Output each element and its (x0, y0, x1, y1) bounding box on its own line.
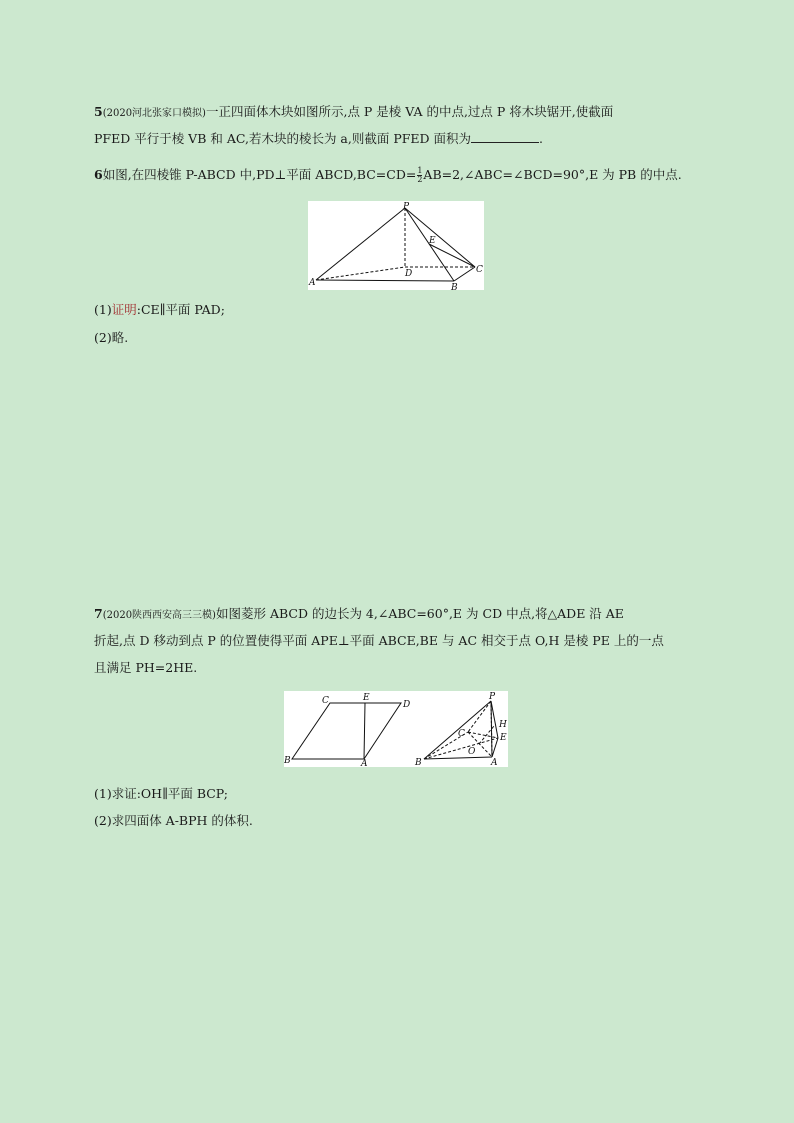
q6-line1: 6如图,在四棱锥 P-ABCD 中,PD⊥平面 ABCD,BC=CD= $\frac{1}{2}$ AB=2,∠ABC=∠BCD=90°,E 为 PB 的中点. (94, 166, 682, 184)
label-B: B (451, 283, 458, 290)
label-O: O (468, 747, 476, 757)
label-A: A (309, 278, 316, 288)
proof-keyword: 证明 (111, 302, 137, 317)
q7-part1: (1)求证:OH∥平面 BCP; (94, 786, 228, 801)
label-E: E (429, 236, 436, 246)
label-D: D (405, 269, 413, 279)
label-A2: A (491, 758, 498, 767)
q5-text2: PFED 平行于棱 VB 和 AC,若木块的棱长为 a,则截面 PFED 面积为 (94, 131, 472, 146)
q7-part2: (2)求四面体 A-BPH 的体积. (94, 813, 253, 828)
label-E2: E (500, 733, 507, 743)
q7-number: 7 (94, 606, 103, 621)
label-C: C (322, 696, 329, 706)
label-D: D (403, 700, 411, 710)
q6-figure (308, 201, 484, 290)
label-A: A (361, 759, 368, 767)
label-P: P (403, 202, 410, 212)
pyramid-diagram (308, 201, 484, 290)
label-H: H (499, 720, 507, 730)
q7-line2: 折起,点 D 移动到点 P 的位置使得平面 APE⊥平面 ABCE,BE 与 AC 相交于点 O,H 是棱 PE 上的一点 (94, 633, 664, 648)
q6-number: 6 (94, 167, 103, 182)
label-B: B (284, 756, 291, 766)
q5-line1 (94, 103, 714, 123)
q6-part1: (1)证明:CE∥平面 PAD; (94, 302, 225, 317)
q5-number: 5 (94, 104, 103, 119)
q7-source: (2020陕西西安高三三模) (102, 610, 216, 621)
label-C2: C (458, 729, 465, 739)
q7-line3: 且满足 PH=2HE. (94, 660, 198, 675)
q7-figure (284, 691, 508, 767)
q5-text1: 一正四面体木块如图所示,点 P 是棱 VA 的中点,过点 P 将木块锯开,使截面 (205, 104, 614, 119)
label-B2: B (415, 758, 422, 767)
q5-source: (2020河北张家口模拟) (102, 108, 206, 119)
q6-part2: (2)略. (94, 330, 129, 345)
label-C: C (476, 265, 483, 275)
label-E: E (363, 693, 370, 703)
q5-line2: PFED 平行于棱 VB 和 AC,若木块的棱长为 a,则截面 PFED 面积为 . (94, 131, 544, 146)
label-P: P (489, 692, 496, 702)
answer-blank (471, 130, 539, 143)
q7-line1: 7(2020陕西西安高三三模)如图菱形 ABCD 的边长为 4,∠ABC=60°,E 为 CD 中点,将△ADE 沿 AE (94, 606, 624, 621)
rhombus-and-fold-diagram (284, 691, 508, 767)
fraction-half: $\frac{1}{2}$ (417, 166, 423, 184)
